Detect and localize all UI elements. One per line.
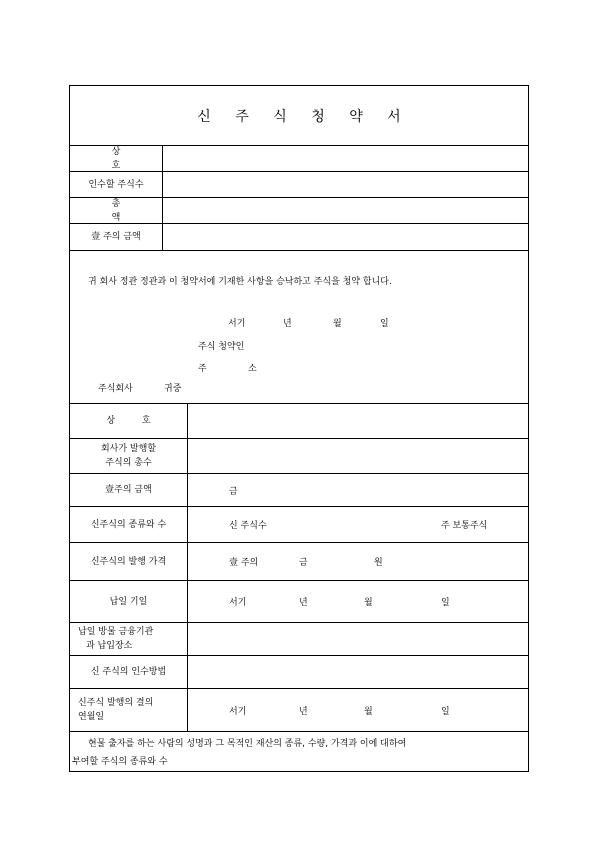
issue-price-per-share: 壹 주의: [229, 558, 259, 568]
label-par-value: 壹주의 금액: [70, 474, 188, 506]
field-company-name[interactable]: [163, 146, 528, 171]
form-title: 신 주 식 청 약 서: [197, 108, 411, 125]
row-company-name: [70, 146, 528, 172]
field-acquisition-method[interactable]: [188, 656, 528, 688]
row-issuer-name: [70, 404, 528, 439]
label-issuer-name: 상 호: [70, 404, 188, 438]
statement-date-prefix: 서기: [228, 319, 246, 329]
row-per-share-amount: [70, 224, 528, 251]
issue-price-currency: 금: [299, 558, 308, 568]
statement-day: 일: [380, 319, 389, 329]
field-total-authorized-shares[interactable]: [188, 439, 528, 473]
row-total-amount: [70, 198, 528, 224]
label-total-amount: 총 액: [70, 198, 163, 223]
row-resolution-date: [70, 689, 528, 732]
row-total-authorized-shares: [70, 439, 528, 474]
resolution-date-day: 일: [441, 706, 450, 717]
statement-month: 월: [333, 319, 342, 329]
payment-date-prefix: 서기: [229, 598, 247, 608]
common-share-label: 주 보통주식: [441, 521, 488, 531]
address-label-1: 주: [198, 364, 207, 374]
field-par-value[interactable]: [188, 474, 528, 506]
label-payment-date: 납일 기일: [70, 581, 188, 622]
field-per-share-amount[interactable]: [163, 224, 528, 250]
issue-price-unit: 원: [374, 558, 383, 568]
payment-date-month: 월: [364, 598, 373, 608]
subscriber-label: 주식 청약인: [198, 342, 245, 352]
address-label-2: 소: [248, 364, 257, 374]
label-share-type: 신주식의 종류와 수: [70, 507, 188, 542]
label-payment-place: 납일 방물 금융기관 과 납입장소: [70, 623, 188, 655]
label-per-share-amount: 壹 주의 금액: [70, 224, 163, 250]
payment-date-year: 년: [299, 598, 308, 608]
row-payment-place: [70, 623, 528, 656]
row-issue-price: [70, 543, 528, 581]
row-par-value: [70, 474, 528, 507]
label-resolution-date: 신주식 발행의 결의 연월일: [70, 689, 188, 731]
field-resolution-date[interactable]: [188, 689, 528, 731]
row-acquisition-method: [70, 656, 528, 689]
subscription-statement: [70, 251, 528, 404]
row-shares-to-acquire: [70, 172, 528, 198]
row-share-type: [70, 507, 528, 543]
resolution-date-month: 월: [364, 706, 373, 717]
field-shares-to-acquire[interactable]: [163, 172, 528, 197]
statement-text: 귀 회사 정관 정관과 이 청약서에 기재한 사항을 승낙하고 주식을 청약 합니다.: [88, 277, 392, 287]
par-value-prefix: 금: [229, 486, 238, 497]
footer-line-2: 부여할 주식의 종류와 수: [72, 757, 168, 767]
addressee-honorific: 귀중: [164, 384, 182, 394]
resolution-date-prefix: 서기: [229, 706, 247, 717]
payment-date-day: 일: [441, 598, 450, 608]
resolution-date-year: 년: [299, 706, 308, 717]
label-total-authorized-shares: 회사가 발행할 주식의 총수: [70, 439, 188, 473]
statement-year: 년: [283, 319, 292, 329]
field-payment-place[interactable]: [188, 623, 528, 655]
field-total-amount[interactable]: [163, 198, 528, 223]
field-share-type[interactable]: [188, 507, 528, 542]
label-shares-to-acquire: 인수할 주식수: [70, 172, 163, 197]
field-payment-date[interactable]: [188, 581, 528, 622]
title-row: [70, 86, 528, 146]
addressee-company: 주식회사: [98, 384, 133, 394]
subscription-form: [69, 85, 529, 772]
field-issuer-name[interactable]: [188, 404, 528, 438]
field-issue-price[interactable]: [188, 543, 528, 580]
label-issue-price: 신주식의 발행 가격: [70, 543, 188, 580]
in-kind-contribution-note: [70, 732, 528, 771]
new-share-count-label: 신 주식수: [229, 521, 267, 531]
label-acquisition-method: 신 주식의 인수방법: [70, 656, 188, 688]
label-company-name: 상 호: [70, 146, 163, 171]
row-payment-date: [70, 581, 528, 623]
footer-line-1: 현물 출자를 하는 사람의 성명과 그 목적인 재산의 종류, 수량, 가격과 이에 대하여: [88, 739, 407, 749]
